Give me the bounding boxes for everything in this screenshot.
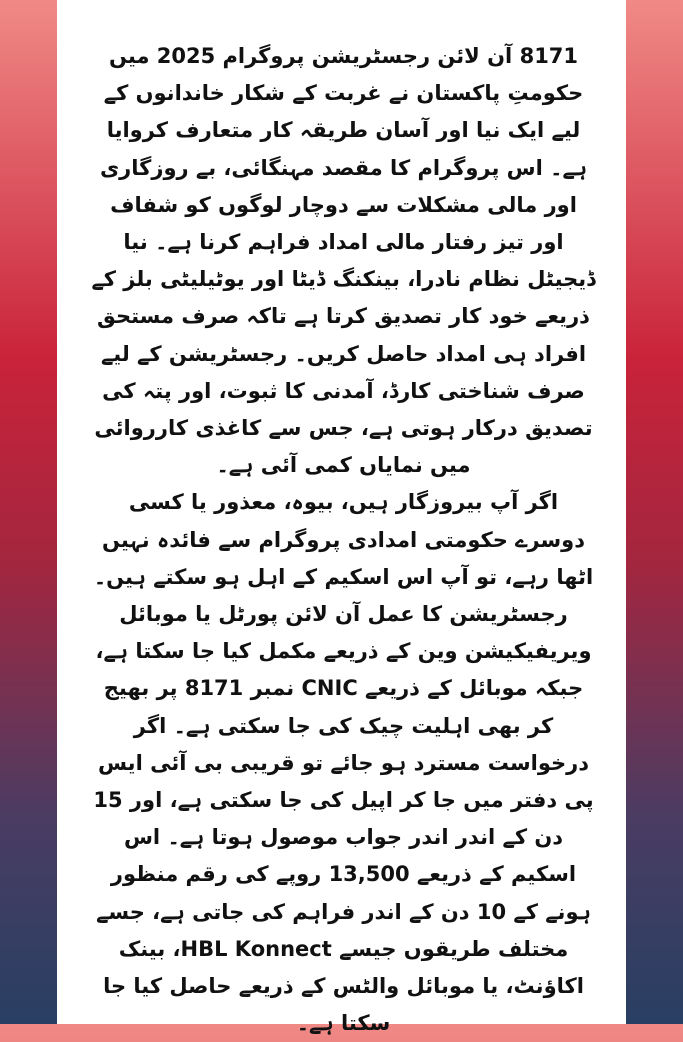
article-paragraph-2: اگر آپ بیروزگار ہیں، بیوہ، معذور یا کسی دوسرے حکومتی امدادی پروگرام سے فائدہ نہیں اٹھا رہے، تو آپ اس اسکیم کے اہل ہو سکتے ہیں۔ رجسٹریشن کا عمل آن لائن پورٹل یا موبائل ویریفیکیشن وین کے ذریعے مکمل کیا جا سکتا ہے، جبکہ موبائل کے ذریعے CNIC نمبر 8171 پر بھیج کر بھی اہلیت چیک کی جا سکتی ہے۔ اگر درخواست مسترد ہو جائے تو قریبی بی آئی ایس پی دفتر میں جا کر اپیل کی جا سکتی ہے، اور 15 دن کے اندر اندر جواب موصول ہوتا ہے۔ اس اسکیم کے ذریعے 13,500 روپے کی رقم منظور ہونے کے 10 دن کے اندر فراہم کی جاتی ہے، جسے مختلف طریقوں جیسے HBL Konnect، بینک اکاؤنٹ، یا موبائل والٹس کے ذریعے حاصل کیا جا سکتا ہے۔ (93, 490, 594, 1036)
article-paragraph-1: 8171 آن لائن رجسٹریشن پروگرام 2025 میں حکومتِ پاکستان نے غربت کے شکار خاندانوں کے لیے ایک نیا اور آسان طریقہ کار متعارف کروایا ہے۔ اس پروگرام کا مقصد مہنگائی، بے روزگاری اور مالی مشکلات سے دوچار لوگوں کو شفاف اور تیز رفتار مالی امداد فراہم کرنا ہے۔ نیا ڈیجیٹل نظام نادرا، بینکنگ ڈیٹا اور یوٹیلیٹی بلز کے ذریعے خود کار تصدیق کرتا ہے تاکہ صرف مستحق افراد ہی امداد حاصل کریں۔ رجسٹریشن کے لیے صرف شناختی کارڈ، آمدنی کا ثبوت، اور پتہ کی تصدیق درکار ہوتی ہے، جس سے کاغذی کارروائی میں نمایاں کمی آئی ہے۔ (91, 44, 596, 478)
article-card (57, 0, 626, 1036)
article-body (91, 38, 596, 1042)
